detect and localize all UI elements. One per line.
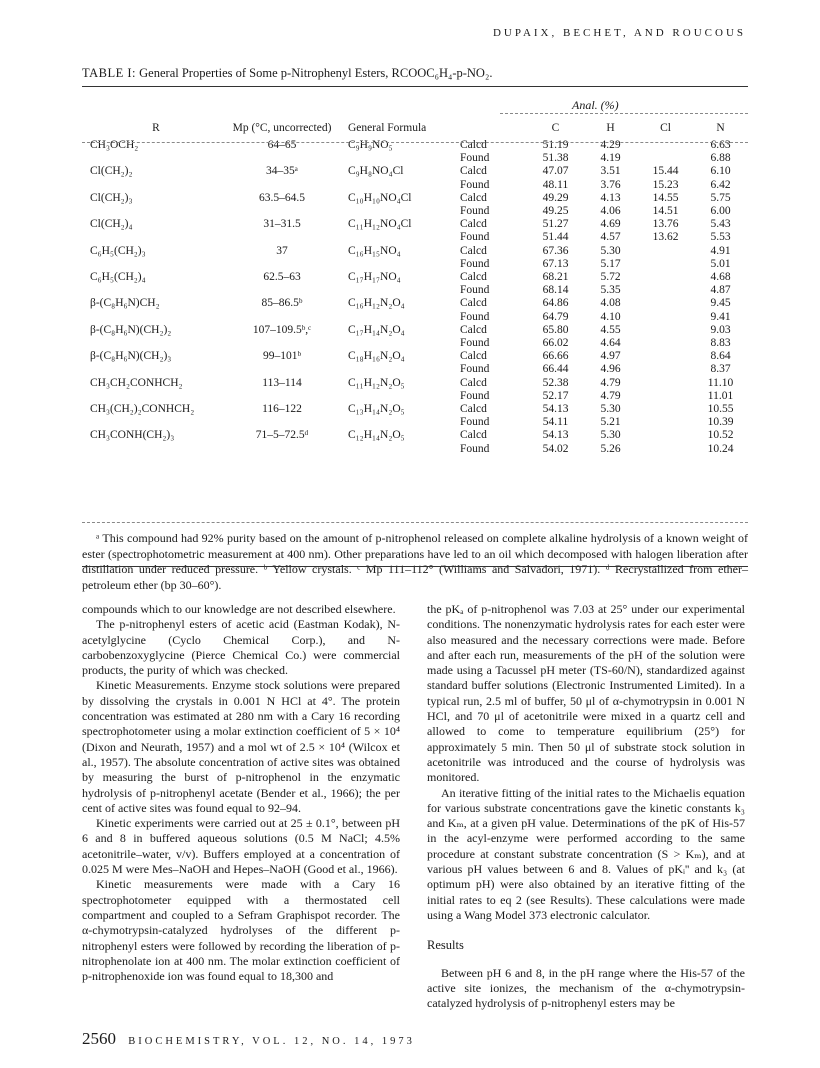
- cell-cl: [638, 390, 693, 403]
- cell-n: 6.10: [710, 165, 731, 178]
- cell-h: 4.06: [600, 205, 621, 218]
- table-end-rule: [82, 566, 748, 567]
- results-heading: Results: [427, 938, 464, 953]
- cell-c: 52.38: [542, 376, 569, 389]
- cell-c: 51.19: [542, 139, 569, 151]
- cell-cl: [638, 258, 693, 271]
- col-header-c: C: [551, 122, 560, 134]
- cell-c: 68.21: [542, 271, 569, 284]
- cell-h: 5.30: [600, 429, 621, 442]
- cell-n: 8.37: [710, 363, 731, 376]
- cell-n: 5.01: [710, 257, 731, 270]
- footnotes-text: ᵃ This compound had 92% purity based on the amount of p-nitrophenol released on complete alkaline hydrolysis of a known weight of ester (spectrophotometric measurement at 400 nm). Other preparations have led to an oil which decomposed with halogen liberation after distillation under reduced pressure. ᵇ Yellow crystals. ᶜ Mp 111–112° (Williams and Salvadori, 1971). ᵈ Recrystallized from ether–petroleum ether (bp 30–60°).: [82, 531, 748, 592]
- cell-n: 9.45: [710, 297, 731, 310]
- table-row: [82, 231, 748, 244]
- cell-n: 5.43: [710, 218, 731, 231]
- cell-r: [82, 152, 222, 165]
- cell-r: [82, 390, 222, 403]
- table-row: [82, 403, 748, 416]
- cell-c: 65.80: [542, 323, 569, 336]
- cell-r: CH₃(CH₂)₂CONHCH₂: [90, 403, 195, 416]
- cell-mp: [222, 152, 342, 165]
- cell-formula: [342, 152, 446, 165]
- cell-r: [82, 363, 222, 376]
- cell-n: 4.87: [710, 284, 731, 297]
- cell-formula: C₁₆H₁₅NO₄: [348, 244, 401, 257]
- cell-formula: [342, 363, 446, 376]
- cell-mp: 107–109.5ᵇ,ᶜ: [252, 323, 312, 336]
- cell-type: Calcd: [460, 218, 487, 231]
- table-row: [82, 179, 748, 192]
- cell-mp: [222, 179, 342, 192]
- cell-r: β-(C₈H₆N)(CH₂)₃: [90, 350, 172, 363]
- cell-type: Found: [460, 257, 490, 270]
- cell-c: 47.07: [542, 165, 569, 178]
- cell-type: Calcd: [460, 297, 487, 310]
- cell-n: 9.41: [710, 310, 731, 323]
- cell-type: Calcd: [460, 139, 487, 151]
- cell-c: 51.27: [542, 218, 569, 231]
- col-header-n: N: [716, 122, 725, 134]
- cell-cl: [638, 311, 693, 324]
- cell-r: [82, 443, 222, 456]
- anal-rule: [500, 113, 748, 114]
- col-header-formula: General Formula: [348, 122, 427, 134]
- cell-mp: [222, 284, 342, 297]
- cell-r: CH₃OCH₂: [90, 139, 139, 151]
- table-row: [82, 152, 748, 165]
- cell-formula: [342, 258, 446, 271]
- cell-type: Found: [460, 284, 490, 297]
- paragraph: The p-nitrophenyl esters of acetic acid (Eastman Kodak), N-acetylglycine (Cyclo Chemical Corp.), and N-carbobenzoxyglycine (Pierce Chemical Co.) were commercial products, the purity of which was checked.: [82, 617, 400, 678]
- paragraph: Kinetic Measurements. Enzyme stock solutions were prepared by dissolving the crystals in 0.001 N HCl at 4°. The protein concentration was estimated at 280 nm with a Cary 16 recording spectrophotometer using a molar extinction coefficient of 5 × 10⁴ (Dixon and Neurath, 1957) and a mol wt of 2.5 × 10⁴ (Wilcox et al., 1957). The absolute concentration of active sites was obtained by measuring the burst of p-nitrophenol in the enzymatic hydrolysis of p-nitrophenyl acetate (Bender et al., 1966); the per cent of active sites was found equal to 92–94.: [82, 678, 400, 815]
- paragraph: the pKₐ of p-nitrophenol was 7.03 at 25° under our experimental conditions. The nonenzymatic hydrolysis rates for each ester were also measured and the necessary corrections were made. Before and after each run, measurements of the pH of the solution were made using a Tacussel pH meter (TS-60/N), standardized against standard buffer solutions (Electronic Instrumented Limited). In a typical run, 2.5 ml of buffer, 50 μl of α-chymotrypsin in 0.001 N HCl, and 70 μl of acetonitrile were mixed in a quartz cell and allowed to come to temperature equilibrium (25°) for approximately 5 min. Then 50 μl of substrate stock solution in acetonitrile was introduced and the course of hydrolysis was monitored.: [427, 602, 745, 785]
- cell-type: Calcd: [460, 429, 487, 442]
- cell-mp: [222, 258, 342, 271]
- table-row: [82, 416, 748, 429]
- cell-type: Calcd: [460, 191, 487, 204]
- cell-cl: [638, 324, 693, 337]
- cell-n: 6.63: [710, 139, 731, 151]
- cell-cl: [638, 271, 693, 284]
- cell-h: 4.97: [600, 350, 621, 363]
- cell-n: 9.03: [710, 323, 731, 336]
- table-row: [82, 245, 748, 258]
- table-row: [82, 337, 748, 350]
- table-row: [82, 377, 748, 390]
- cell-mp: 113–114: [262, 376, 302, 389]
- cell-r: β-(C₈H₆N)(CH₂)₂: [90, 323, 172, 336]
- cell-c: 64.79: [542, 310, 569, 323]
- cell-type: Found: [460, 178, 490, 191]
- left-column: [82, 602, 400, 984]
- cell-cl: [638, 337, 693, 350]
- cell-formula: C₁₇H₁₇NO₄: [348, 271, 401, 284]
- cell-mp: 85–86.5ᵇ: [261, 297, 303, 310]
- cell-h: 5.17: [600, 257, 621, 270]
- cell-mp: [222, 443, 342, 456]
- table-header-row: [82, 117, 748, 139]
- cell-formula: C₁₀H₁₀NO₄Cl: [348, 191, 412, 204]
- table-row: [82, 205, 748, 218]
- table-caption-lead: TABLE I:: [82, 66, 137, 80]
- cell-cl: 14.51: [652, 205, 679, 218]
- cell-type: Calcd: [460, 271, 487, 284]
- cell-r: [82, 258, 222, 271]
- cell-r: CH₃CONH(CH₂)₃: [90, 429, 175, 442]
- cell-cl: 13.62: [652, 231, 679, 244]
- col-header-h: H: [606, 122, 615, 134]
- cell-c: 51.44: [542, 231, 569, 244]
- properties-table: [82, 117, 748, 456]
- cell-r: [82, 311, 222, 324]
- cell-formula: C₉H₈NO₄Cl: [348, 165, 404, 178]
- cell-type: Calcd: [460, 350, 487, 363]
- cell-type: Found: [460, 416, 490, 429]
- cell-mp: 63.5–64.5: [259, 191, 305, 204]
- cell-h: 5.30: [600, 403, 621, 416]
- cell-h: 4.69: [600, 218, 621, 231]
- cell-r: Cl(CH₂)₄: [90, 218, 133, 231]
- table-footnotes: [82, 531, 748, 593]
- cell-r: [82, 337, 222, 350]
- cell-r: [82, 179, 222, 192]
- cell-mp: 62.5–63: [263, 271, 301, 284]
- table-row: [82, 363, 748, 376]
- cell-n: 8.83: [710, 337, 731, 350]
- cell-cl: 13.76: [652, 218, 679, 231]
- cell-mp: 37: [276, 244, 288, 257]
- cell-c: 67.36: [542, 244, 569, 257]
- table-caption-text: General Properties of Some p-Nitrophenyl Esters, RCOOC₆H₄-p-NO₂.: [139, 66, 493, 80]
- cell-formula: C₁₇H₁₄N₂O₄: [348, 323, 405, 336]
- paragraph: Kinetic measurements were made with a Cary 16 spectrophotometer equipped with a thermostated cell compartment and coupled to a Sefram Graphispot recorder. The α-chymotrypsin-catalyzed hydrolyses of the different p-nitrophenyl esters were followed by recording the liberation of p-nitrophenolate ion at 400 nm. The molar extinction coefficient of p-nitrophenoxide ion was found equal to 18,300 and: [82, 877, 400, 984]
- col-header-cl: Cl: [660, 122, 671, 134]
- cell-formula: [342, 231, 446, 244]
- cell-cl: [638, 429, 693, 442]
- cell-cl: [638, 377, 693, 390]
- table-row: [82, 258, 748, 271]
- cell-r: Cl(CH₂)₃: [90, 191, 133, 204]
- cell-mp: [222, 231, 342, 244]
- cell-formula: C₁₈H₁₆N₂O₄: [348, 350, 405, 363]
- cell-formula: [342, 179, 446, 192]
- cell-h: 4.96: [600, 363, 621, 376]
- cell-mp: 31–31.5: [263, 218, 301, 231]
- paragraph: Kinetic experiments were carried out at 25 ± 0.1°, between pH 6 and 8 in buffered aqueous solutions (0.5 M NaCl; 4.5% acetonitrile–water, v/v). Buffers employed at a concentration of 0.025 M were Mes–NaOH and Hepes–NaOH (Good et al., 1966).: [82, 816, 400, 877]
- cell-h: 4.10: [600, 310, 621, 323]
- cell-n: 10.39: [707, 416, 734, 429]
- table-row: [82, 165, 748, 178]
- cell-c: 66.44: [542, 363, 569, 376]
- cell-r: C₆H₅(CH₂)₄: [90, 271, 146, 284]
- cell-type: Found: [460, 337, 490, 350]
- table-bottom-rule: [82, 522, 748, 523]
- paragraph: Between pH 6 and 8, in the pH range where the His-57 of the active site ionizes, the mechanism of the α-chymotrypsin-catalyzed hydrolysis of p-nitrophenyl esters may be: [427, 965, 745, 1011]
- cell-h: 5.30: [600, 244, 621, 257]
- cell-n: 4.91: [710, 244, 731, 257]
- cell-cl: 15.44: [652, 165, 679, 178]
- cell-type: Calcd: [460, 244, 487, 257]
- cell-formula: [342, 390, 446, 403]
- cell-c: 54.13: [542, 429, 569, 442]
- cell-c: 48.11: [542, 178, 569, 191]
- cell-formula: C₁₂H₁₄N₂O₅: [348, 429, 405, 442]
- cell-mp: [222, 363, 342, 376]
- cell-mp: 99–101ᵇ: [262, 350, 302, 363]
- paragraph: An iterative fitting of the initial rates to the Michaelis equation for various substrate concentrations gave the kinetic constants k₃ and Kₘ, at a given pH value. Determinations of the pK of His-57 in the acyl-enzyme were performed according to the same procedure at constant substrate concentration (S > Kₘ), and at various pH values between 6 and 8. Values of pKᵢ'' and k₃ (at optimum pH) were also obtained by an iterative fitting of the initial rates to eq 2 (see Results). These calculations were made using a Wang Model 373 electronic calculator.: [427, 785, 745, 922]
- cell-type: Found: [460, 310, 490, 323]
- cell-cl: [638, 245, 693, 258]
- table-row: [82, 311, 748, 324]
- table-row: [82, 324, 748, 337]
- cell-cl: 15.23: [652, 178, 679, 191]
- cell-h: 4.57: [600, 231, 621, 244]
- cell-cl: [638, 363, 693, 376]
- cell-c: 54.13: [542, 403, 569, 416]
- table-top-rule: [82, 86, 748, 87]
- cell-formula: [342, 416, 446, 429]
- cell-h: 4.79: [600, 376, 621, 389]
- table-row: [82, 218, 748, 231]
- journal-citation: BIOCHEMISTRY, VOL. 12, NO. 14, 1973: [128, 1036, 415, 1047]
- cell-n: 10.24: [707, 442, 734, 455]
- cell-r: CH₃CH₂CONHCH₂: [90, 376, 183, 389]
- cell-mp: [222, 205, 342, 218]
- cell-h: 5.35: [600, 284, 621, 297]
- cell-n: 8.64: [710, 350, 731, 363]
- cell-n: 5.53: [710, 231, 731, 244]
- cell-c: 67.13: [542, 257, 569, 270]
- cell-h: 5.21: [600, 416, 621, 429]
- cell-mp: [222, 337, 342, 350]
- cell-c: 49.25: [542, 205, 569, 218]
- cell-type: Found: [460, 205, 490, 218]
- cell-cl: 14.55: [652, 191, 679, 204]
- cell-c: 54.11: [542, 416, 569, 429]
- cell-cl: [638, 403, 693, 416]
- cell-r: β-(C₈H₆N)CH₂: [90, 297, 160, 310]
- table-row: [82, 350, 748, 363]
- cell-h: 4.13: [600, 191, 621, 204]
- page-number: 2560: [82, 1029, 116, 1048]
- cell-h: 4.29: [600, 139, 621, 151]
- cell-h: 5.26: [600, 442, 621, 455]
- cell-cl: [638, 350, 693, 363]
- cell-formula: C₉H₉NO₅: [348, 139, 393, 151]
- table-row: [82, 297, 748, 310]
- cell-c: 68.14: [542, 284, 569, 297]
- paragraph: compounds which to our knowledge are not described elsewhere.: [82, 602, 396, 616]
- cell-formula: [342, 205, 446, 218]
- cell-formula: [342, 443, 446, 456]
- cell-c: 64.86: [542, 297, 569, 310]
- table-row: [82, 284, 748, 297]
- cell-cl: [638, 152, 693, 165]
- cell-r: [82, 416, 222, 429]
- cell-n: 10.52: [707, 429, 734, 442]
- cell-formula: C₁₆H₁₂N₂O₄: [348, 297, 405, 310]
- cell-formula: C₁₁H₁₂N₂O₅: [348, 376, 405, 389]
- cell-type: Found: [460, 389, 490, 402]
- cell-mp: [222, 416, 342, 429]
- table-row: [82, 429, 748, 442]
- cell-type: Found: [460, 442, 490, 455]
- cell-cl: [638, 416, 693, 429]
- table-row: [82, 271, 748, 284]
- cell-formula: [342, 311, 446, 324]
- cell-mp: 34–35ᵃ: [266, 165, 298, 178]
- cell-type: Found: [460, 231, 490, 244]
- cell-c: 49.29: [542, 191, 569, 204]
- cell-type: Calcd: [460, 403, 487, 416]
- cell-type: Calcd: [460, 323, 487, 336]
- cell-type: Found: [460, 152, 490, 165]
- cell-mp: 71–5–72.5ᵈ: [255, 429, 309, 442]
- table-row: [82, 443, 748, 456]
- cell-formula: [342, 284, 446, 297]
- cell-h: 3.76: [600, 178, 621, 191]
- cell-h: 4.79: [600, 389, 621, 402]
- cell-n: 5.75: [710, 191, 731, 204]
- cell-mp: [222, 390, 342, 403]
- cell-h: 3.51: [600, 165, 621, 178]
- cell-mp: 64–65: [267, 139, 297, 151]
- table-body: [82, 139, 748, 456]
- cell-cl: [638, 284, 693, 297]
- cell-h: 4.55: [600, 323, 621, 336]
- cell-type: Found: [460, 363, 490, 376]
- table-caption: [82, 66, 492, 81]
- cell-type: Calcd: [460, 165, 487, 178]
- cell-h: 4.08: [600, 297, 621, 310]
- cell-mp: 116–122: [262, 403, 302, 416]
- cell-n: 4.68: [710, 271, 731, 284]
- cell-formula: C₁₃H₁₄N₂O₅: [348, 403, 405, 416]
- cell-c: 54.02: [542, 442, 569, 455]
- cell-formula: C₁₁H₁₂NO₄Cl: [348, 218, 412, 231]
- cell-h: 4.19: [600, 152, 621, 165]
- cell-n: 6.42: [710, 178, 731, 191]
- cell-n: 10.55: [707, 403, 734, 416]
- table-row: [82, 139, 748, 152]
- right-column: [427, 602, 745, 1011]
- cell-mp: [222, 311, 342, 324]
- cell-c: 66.02: [542, 337, 569, 350]
- cell-r: [82, 205, 222, 218]
- cell-cl: [638, 139, 693, 152]
- cell-type: Calcd: [460, 376, 487, 389]
- cell-cl: [638, 443, 693, 456]
- col-header-r: R: [152, 122, 160, 134]
- cell-h: 4.64: [600, 337, 621, 350]
- anal-header: Anal. (%): [572, 98, 619, 112]
- cell-cl: [638, 297, 693, 310]
- col-header-type: [446, 117, 528, 139]
- cell-n: 6.00: [710, 205, 731, 218]
- cell-c: 51.38: [542, 152, 569, 165]
- cell-h: 5.72: [600, 271, 621, 284]
- cell-n: 11.01: [707, 389, 734, 402]
- table-row: [82, 192, 748, 205]
- cell-c: 52.17: [542, 389, 569, 402]
- cell-r: C₆H₅(CH₂)₃: [90, 244, 146, 257]
- col-header-mp: Mp (°C, uncorrected): [232, 122, 332, 134]
- cell-n: 11.10: [707, 376, 734, 389]
- cell-c: 66.66: [542, 350, 569, 363]
- cell-n: 6.88: [710, 152, 731, 165]
- cell-r: [82, 284, 222, 297]
- cell-r: [82, 231, 222, 244]
- cell-formula: [342, 337, 446, 350]
- running-head: DUPAIX, BECHET, AND ROUCOUS: [492, 27, 746, 39]
- page-footer: [82, 1029, 415, 1049]
- table-row: [82, 390, 748, 403]
- cell-r: Cl(CH₂)₂: [90, 165, 133, 178]
- table-header-rule: [82, 142, 748, 143]
